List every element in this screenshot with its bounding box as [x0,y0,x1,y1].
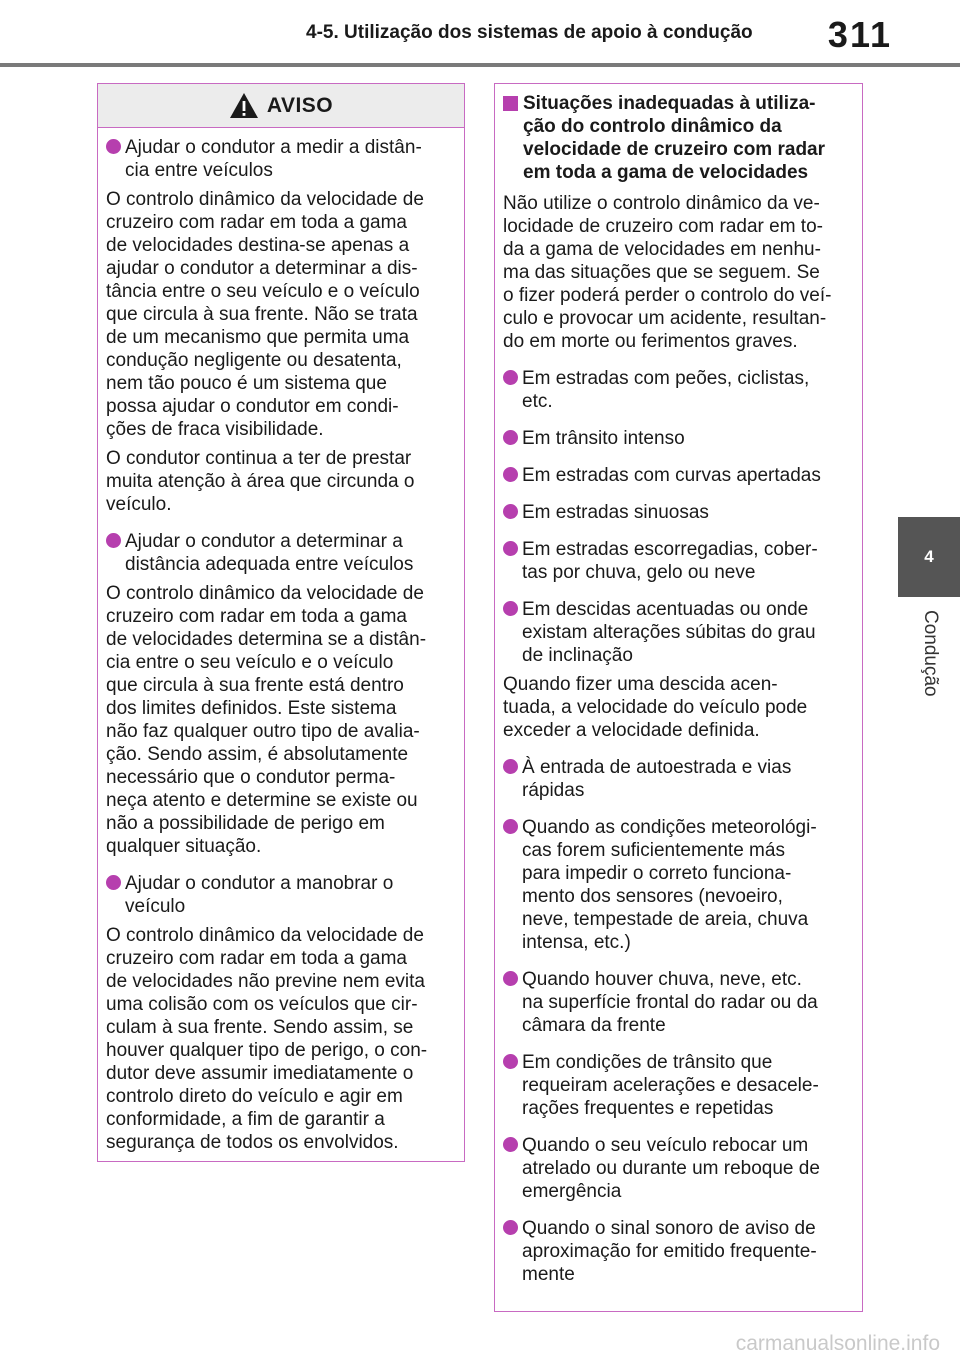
situations-box [494,83,863,1312]
bullet-dot-icon [503,370,518,385]
bullet-item [503,968,850,1037]
page-number: 311 [827,14,892,55]
bullet-text: Em condições de trânsito que requeiram acelerações e desacele- rações frequentes e repetidas [522,1052,819,1119]
bullet-dot-icon [106,875,121,890]
bullet-dot-icon [106,139,121,154]
square-bullet-icon [503,96,518,111]
warning-content [98,136,464,1154]
paragraph: Quando fizer uma descida acen- tuada, a velocidade do veículo pode exceder a velocidade definida. [503,674,808,741]
bullet-dot-icon [503,1054,518,1069]
header-divider [0,63,960,67]
bullet-text: Quando o sinal sonoro de aviso de aproximação for emitido frequente- mente [522,1218,817,1285]
bullet-item [503,1051,850,1120]
chapter-label [900,610,960,720]
bullet-dot-icon [503,541,518,556]
warning-box [97,83,465,1162]
chapter-number: 4 [924,547,934,566]
bullet-dot-icon [503,1137,518,1152]
watermark: carmanualsonline.info [735,1332,940,1355]
situations-heading [503,92,850,184]
bullet-text: Quando o seu veículo rebocar um atrelado ou durante um reboque de emergência [522,1135,820,1202]
paragraph: O controlo dinâmico da velocidade de cruzeiro com radar em toda a gama de velocidades destina-se apenas a ajudar o condutor a determinar a dis- tância entre o seu veículo e o veículo que circula à sua frente. Não se trata de um mecanismo que permita uma condução negligente ou desatenta, nem tão pouco é um sistema que possa ajudar o condutor em condi- ções de fraca visibilidade. [106,189,424,440]
warning-title: AVISO [266,93,334,117]
bullet-text: Em trânsito intenso [522,428,685,449]
bullet-item [106,136,452,182]
bullet-item [106,872,452,918]
paragraph: O condutor continua a ter de prestar muita atenção à área que circunda o veículo. [106,448,415,515]
bullet-text: Quando as condições meteorológi- cas forem suficientemente más para impedir o correto funciona- mento dos sensores (nevoeiro, neve, tempestade de areia, chuva intensa, etc.) [522,817,817,953]
bullet-item [503,464,850,487]
situations-title: Situações inadequadas à utiliza- ção do controlo dinâmico da velocidade de cruzeiro com radar em toda a gama de velocidades [523,93,826,183]
bullet-dot-icon [503,759,518,774]
bullet-text: Quando houver chuva, neve, etc. na superfície frontal do radar ou da câmara da frente [522,969,818,1036]
bullet-item [106,530,452,576]
bullet-text: Em descidas acentuadas ou onde existam alterações súbitas do grau de inclinação [522,599,816,666]
bullet-dot-icon [503,971,518,986]
bullet-dot-icon [106,533,121,548]
bullet-dot-icon [503,467,518,482]
bullet-dot-icon [503,601,518,616]
bullet-item [503,538,850,584]
bullet-text: Em estradas com curvas apertadas [522,465,821,486]
warning-header [98,84,464,128]
bullet-dot-icon [503,819,518,834]
paragraph: O controlo dinâmico da velocidade de cruzeiro com radar em toda a gama de velocidades não previne nem evita uma colisão com os veículos que cir- culam à sua frente. Sendo assim, se houver qualquer tipo de perigo, o con- dutor deve assumir imediatamente o controlo direto do veículo e agir em conformidade, a fim de garantir a segurança de todos os envolvidos. [106,925,428,1153]
bullet-text: Em estradas com peões, ciclistas, etc. [522,368,810,412]
section-title: 4-5. Utilização dos sistemas de apoio à condução [306,22,753,43]
bullet-item [503,367,850,413]
bullet-text: Em estradas sinuosas [522,502,709,523]
bullet-item [503,756,850,802]
bullet-item [503,816,850,954]
paragraph: Não utilize o controlo dinâmico da ve- locidade de cruzeiro com radar em to- da a gama de velocidades em nenhu- ma das situações que se seguem. Se o fizer poderá perder o controlo do veí- culo e provocar um acidente, resultan- do em morte ou ferimentos graves. [503,193,832,352]
bullet-text: Ajudar o condutor a determinar a distância adequada entre veículos [125,531,414,575]
bullet-item [503,501,850,524]
bullet-text: Em estradas escorregadias, cober- tas por chuva, gelo ou neve [522,539,818,583]
bullet-dot-icon [503,1220,518,1235]
chapter-label-text: Condução [920,610,941,697]
bullet-text: À entrada de autoestrada e vias rápidas [522,757,792,801]
bullet-item [503,1134,850,1203]
bullet-text: Ajudar o condutor a medir a distân- cia entre veículos [125,137,422,181]
bullet-dot-icon [503,504,518,519]
bullet-item [503,598,850,667]
bullet-text: Ajudar o condutor a manobrar o veículo [125,873,394,917]
situations-content [495,84,862,1286]
bullet-item [503,1217,850,1286]
warning-triangle-icon [229,92,259,119]
bullet-dot-icon [503,430,518,445]
bullet-item [503,427,850,450]
paragraph: O controlo dinâmico da velocidade de cruzeiro com radar em toda a gama de velocidades determina se a distân- cia entre o seu veículo e o veículo que circula à sua frente está dentro dos limites definidos. Este sistema não faz qualquer outro tipo de avalia- ção. Sendo assim, é absolutamente necessário que o condutor perma- neça atento e determine se existe ou não a possibilidade de perigo em qualquer situação. [106,583,427,857]
chapter-tab[interactable] [898,517,960,597]
